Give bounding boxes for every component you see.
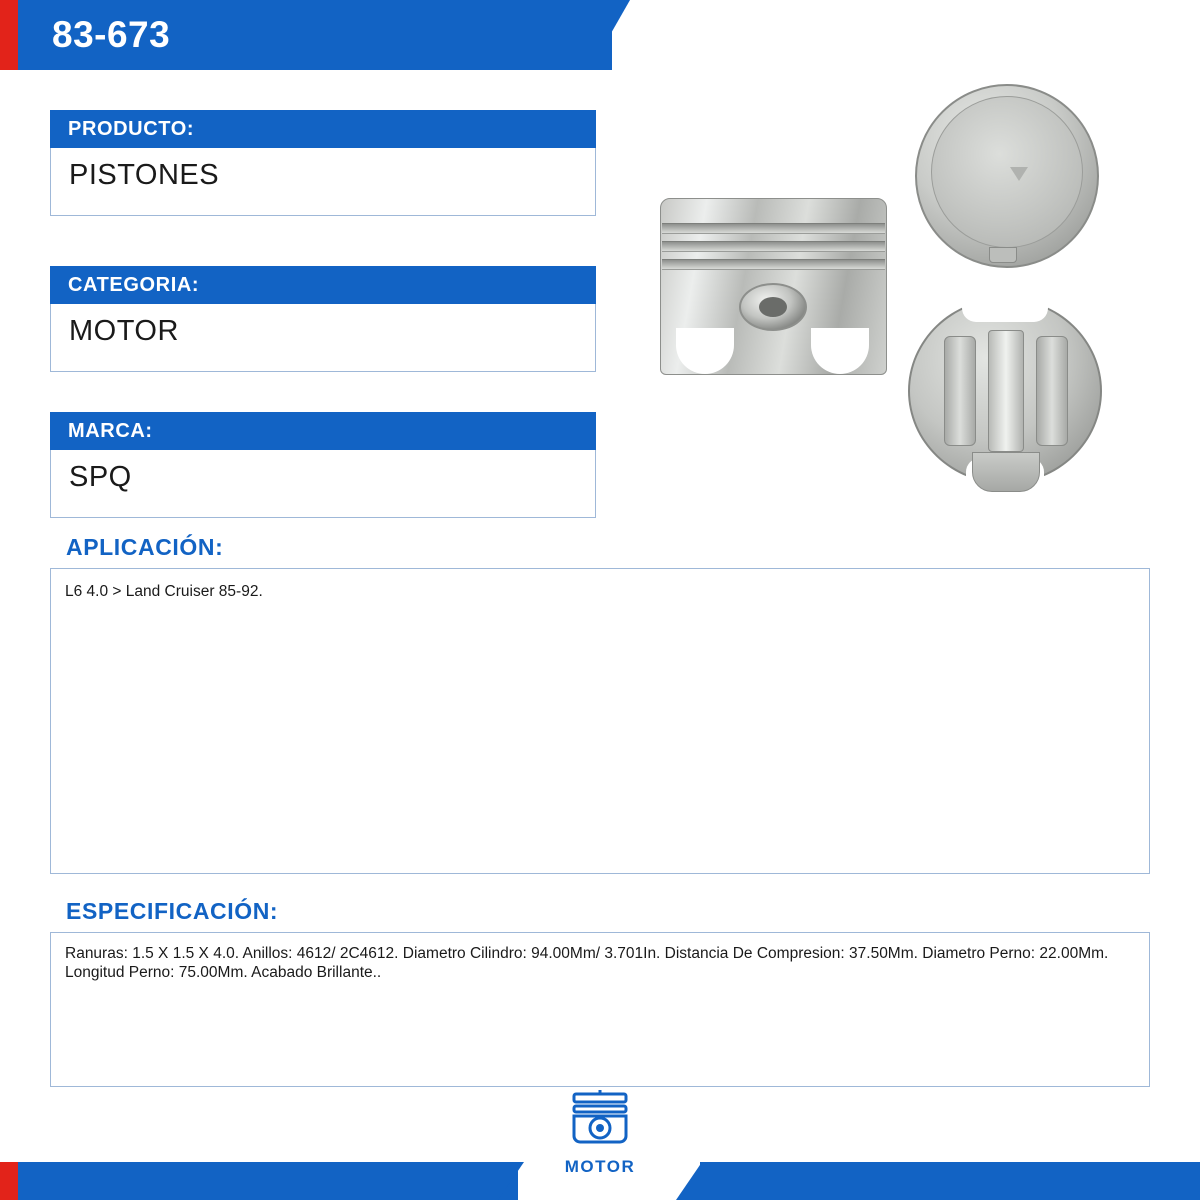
piston-pin-boss-right xyxy=(1036,336,1068,446)
piston-ring-groove-1 xyxy=(662,223,885,234)
piston-pin-bar xyxy=(988,330,1024,452)
piston-top-view-image xyxy=(915,84,1105,274)
field-categoria-label: CATEGORIA: xyxy=(50,266,596,304)
aplicacion-box xyxy=(50,568,1150,874)
piston-pin-boss-left xyxy=(944,336,976,446)
piston-icon xyxy=(558,1090,642,1150)
part-number: 83-673 xyxy=(52,14,171,55)
piston-underside-cut-top xyxy=(962,296,1048,322)
footer-blue-bar-left xyxy=(18,1162,518,1200)
piston-ring-groove-3 xyxy=(662,259,885,270)
field-marca-value: SPQ xyxy=(69,461,132,493)
piston-pin-hole xyxy=(759,297,787,317)
product-image-area xyxy=(640,76,1180,516)
field-marca-label: MARCA: xyxy=(50,412,596,450)
page-footer xyxy=(0,1162,1200,1200)
piston-bottom-view-image xyxy=(908,298,1108,498)
aplicacion-text: L6 4.0 > Land Cruiser 85-92. xyxy=(65,583,263,600)
footer-blue-bar-right xyxy=(700,1162,1200,1200)
piston-skirt-lower xyxy=(972,452,1040,492)
piston-crown-inner xyxy=(931,96,1083,248)
field-producto-label: PRODUCTO: xyxy=(50,110,596,148)
piston-ring-groove-2 xyxy=(662,241,885,252)
field-producto-value: PISTONES xyxy=(69,159,220,191)
field-producto-value-box xyxy=(50,148,596,216)
piston-underside xyxy=(908,298,1102,484)
field-categoria xyxy=(50,266,596,372)
especificacion-box xyxy=(50,932,1150,1087)
piston-side-view-image xyxy=(660,188,900,388)
piston-crown-arrow-mark xyxy=(1010,167,1028,181)
footer-slant-left xyxy=(498,1162,524,1200)
especificacion-text: Ranuras: 1.5 X 1.5 X 4.0. Anillos: 4612/ 2C4612. Diametro Cilindro: 94.00Mm/ 3.701In. Distancia De Compresion: 37.50Mm. Diametro Perno: 22.00Mm. Longitud Perno: 75.00Mm. Acabado Brillante.. xyxy=(65,945,1109,981)
especificacion-title: ESPECIFICACIÓN: xyxy=(66,898,279,924)
field-marca-value-box xyxy=(50,450,596,518)
piston-pin-bore xyxy=(739,283,807,331)
field-categoria-value: MOTOR xyxy=(69,315,179,347)
field-marca xyxy=(50,412,596,518)
field-categoria-value-box xyxy=(50,304,596,372)
header-blue-slant xyxy=(590,0,630,70)
piston-crown-notch xyxy=(989,247,1017,263)
aplicacion-title: APLICACIÓN: xyxy=(66,534,224,560)
footer-slant-right xyxy=(676,1162,702,1200)
piston-crown-outer xyxy=(915,84,1099,268)
page-header xyxy=(0,0,1200,70)
field-producto xyxy=(50,110,596,216)
footer-logo-label: MOTOR xyxy=(564,1157,636,1176)
